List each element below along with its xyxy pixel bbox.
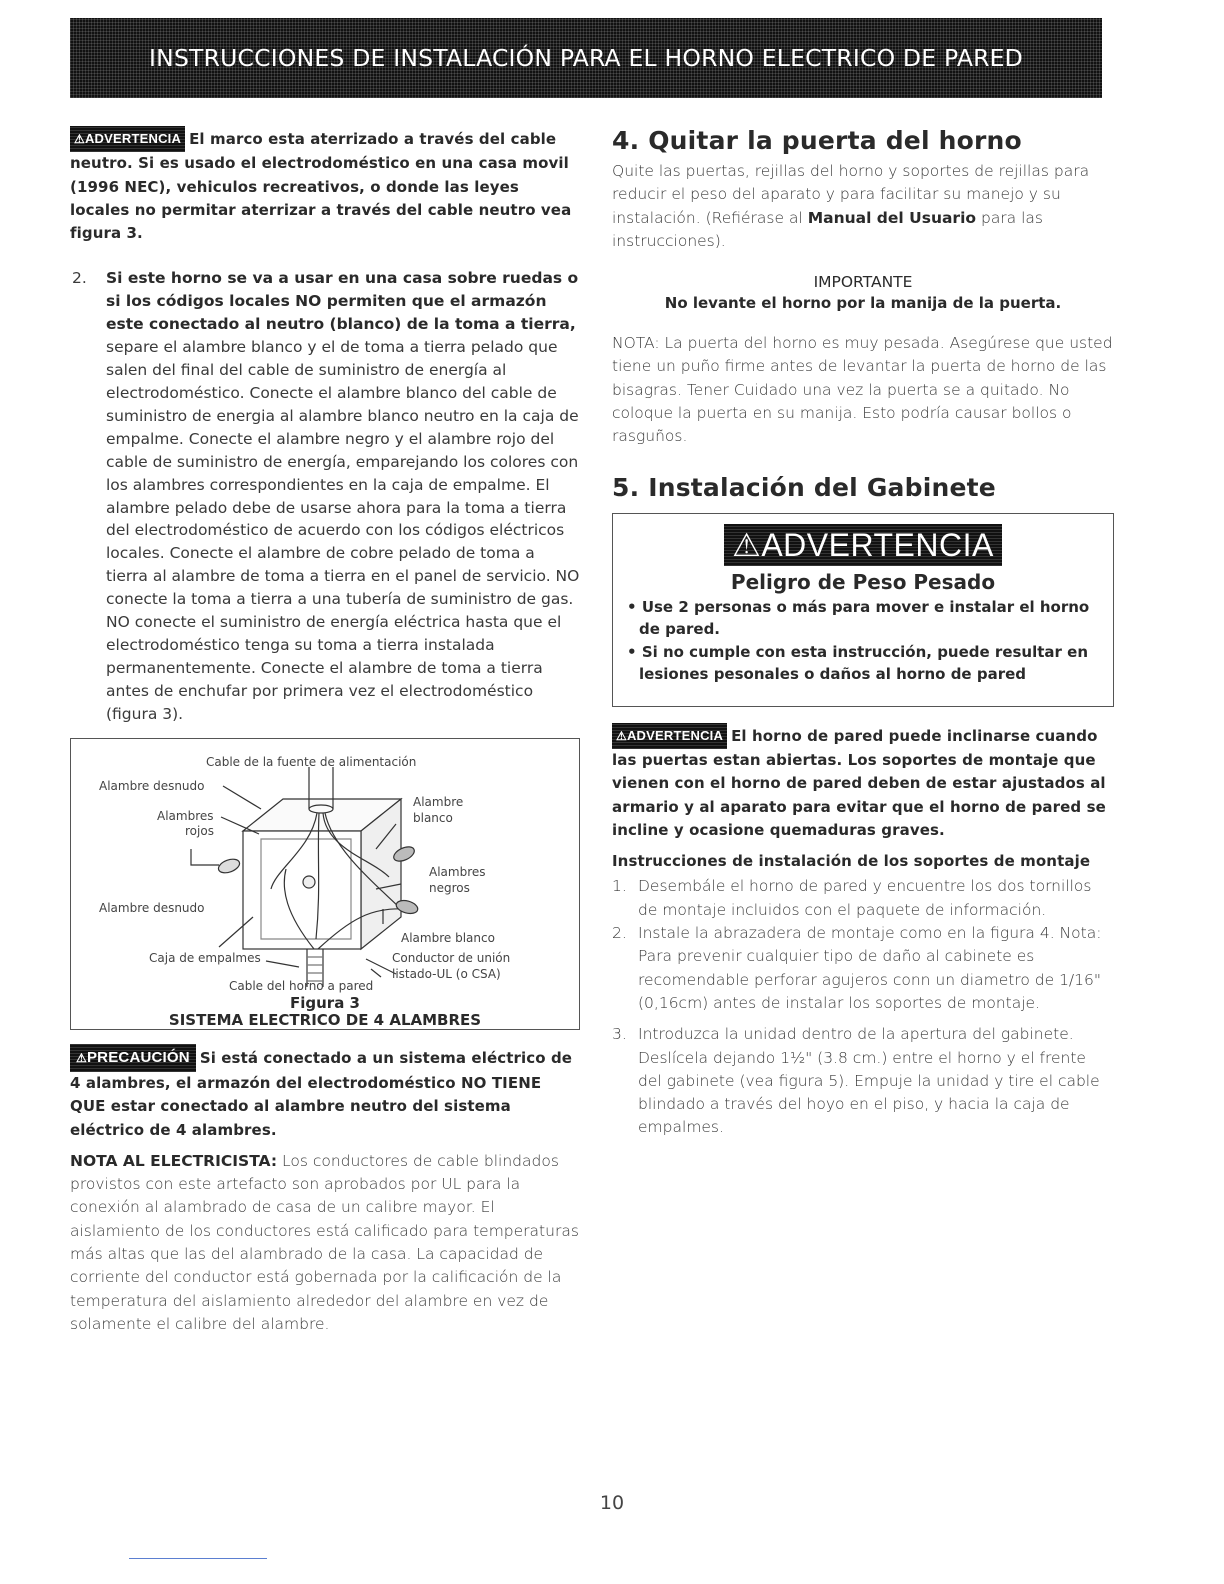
importante-subtitle: No levante el horno por la manija de la puerta. xyxy=(664,294,1062,313)
page-number: 10 xyxy=(599,1492,625,1514)
label-blanco-2: blanco xyxy=(413,810,453,825)
importante-title: IMPORTANTE xyxy=(813,273,913,292)
nota-electricista-text: Los conductores de cable blindados provistos con este artefacto son aprobados por UL para la conexión al alambrado de casa de un calibre mayor. El aislamiento de los conductores está calificado para temperaturas más altas que las del alambrado de la casa. La capacidad de corriente del conductor está gobernada por la calificación de la temperatura del aislamiento alrededor del alambre en vez de solamente el calibre del alambre. xyxy=(70,1151,579,1333)
tip-warning-text: El horno de pared puede inclinarse cuando las puertas estan abiertas. Los soportes de montaje que vienen con el horno de pared deben de estar ajustados al armario y al aparato para evitar que el horno de pared se incline y ocasione quemaduras graves. xyxy=(612,726,1106,839)
warnbox-list xyxy=(613,594,1113,686)
warnbox-heading: Peligro de Peso Pesado xyxy=(730,569,996,594)
step-2-bold: Si este horno se va a usar en una casa sobre ruedas o si los códigos locales NO permiten que el armazón este conectado al neutro (blanco) de la toma a tierra, xyxy=(106,269,579,334)
section-5-title: 5. Instalación del Gabinete xyxy=(612,472,996,502)
tip-warning-tag: ⚠ADVERTENCIA xyxy=(612,723,727,749)
list-item: 3. Introduzca la unidad dentro de la apertura del gabinete. Deslícela dejando 1½" (3.8 cm.) entre el horno y el frente del gabinete (vea figura 5). Empuje la unidad y tire el cable blindado a través del hoyo en el piso, y hacia la caja de empalmes. xyxy=(612,1025,1100,1137)
label-rojos-2: rojos xyxy=(185,823,214,838)
label-rojos-1: Alambres xyxy=(157,808,214,823)
label-blanco-bottom: Alambre blanco xyxy=(401,930,495,945)
footer-divider xyxy=(129,1558,267,1559)
section-4-text: Quite las puertas, rejillas del horno y soportes de rejillas para reducir el peso del aparato y para facilitar su manejo y su instalación. (Refiérase al Manual del Usuario para las instrucciones). xyxy=(612,162,1090,250)
caution-paragraph xyxy=(70,1044,580,1142)
step-2 xyxy=(70,267,580,725)
label-conductor-2: listado-UL (o CSA) xyxy=(392,966,501,981)
label-caja: Caja de empalmes xyxy=(149,950,261,965)
label-conductor-1: Conductor de unión xyxy=(392,950,511,965)
right-column xyxy=(612,126,1114,1140)
label-blanco-1: Alambre xyxy=(413,794,464,809)
section-4-title: 4. Quitar la puerta del horno xyxy=(612,126,1022,155)
warnbox-tag: ⚠ADVERTENCIA xyxy=(724,524,1002,566)
tip-warning-triangle-icon: ⚠ xyxy=(616,728,627,743)
list-item: 1. Desembále el horno de pared y encuentre los dos tornillos de montaje incluidos con el paquete de información. xyxy=(612,877,1092,919)
warning-tag: ⚠ADVERTENCIA xyxy=(70,126,185,152)
caution-tag: ⚠PRECAUCIÓN xyxy=(70,1044,196,1072)
list-item: 2. Instale la abrazadera de montaje como en la figura 4. Nota: Para prevenir cualquier tipo de daño al cabinete es recomendable perforar agujeros conn un diametro de 1/16" (0,16cm) antes de instalar los soportes de montaje. xyxy=(612,924,1102,1012)
manual-usuario: Manual del Usuario xyxy=(807,208,977,227)
nota-electricista-label: NOTA AL ELECTRICISTA: xyxy=(70,1151,278,1170)
label-cable-fuente: Cable de la fuente de alimentación xyxy=(206,754,417,769)
tip-warning-paragraph xyxy=(612,723,1114,842)
instr-heading: Instrucciones de instalación de los soportes de montaje xyxy=(612,852,1091,871)
figure-caption-subtitle: SISTEMA ELECTRICO DE 4 ALAMBRES xyxy=(168,1010,482,1029)
nota-puerta: NOTA: La puerta del horno es muy pesada. Asegúrese que usted tiene un puño firme antes de levantar la puerta de horno de las bisagras. Tener Cuidado una vez la puerta se a quitado. No coloque la puerta en su manija. Esto podría causar bollos o rasguños. xyxy=(612,334,1113,446)
warning-paragraph xyxy=(70,126,580,245)
mounting-steps xyxy=(612,875,1114,1139)
label-negros-2: negros xyxy=(429,880,470,895)
caution-triangle-icon: ⚠ xyxy=(76,1050,87,1065)
label-negros-1: Alambres xyxy=(429,864,486,879)
page-header-title: INSTRUCCIONES DE INSTALACIÓN PARA EL HORNO ELECTRICO DE PARED xyxy=(149,44,1023,72)
warnbox-bullet: • Use 2 personas o más para mover e instalar el horno de pared. xyxy=(627,597,1090,639)
label-desnudo-bottom: Alambre desnudo xyxy=(99,900,205,915)
figure-3 xyxy=(70,738,580,1030)
warnbox-triangle-icon: ⚠ xyxy=(732,526,762,563)
nota-electricista xyxy=(70,1150,580,1336)
page-header-banner xyxy=(70,18,1102,98)
warning-triangle-icon: ⚠ xyxy=(74,132,85,146)
left-column xyxy=(70,126,580,1336)
warning-text: El marco esta aterrizado a través del cable neutro. Si es usado el electrodoméstico en una casa movil (1996 NEC), vehiculos recreativos, o donde las leyes locales no permitar aterrizar a través del cable neutro vea figura 3. xyxy=(70,130,572,243)
step-2-text: separe el alambre blanco y el de toma a tierra pelado que salen del final del cable de suministro de energía al electrodoméstico. Conecte el alambre blanco del cable de suministro de energia al alambre blanco neutro en la caja de empalme. Conecte el alambre negro y el alambre rojo del cable de suministro de energía, emparejando los colores con los alambres correspondientes en la caja de empalme. El alambre pelado debe de usarse ahora para la toma a tierra del electrodoméstico de acuerdo con los códigos eléctricos locales. Conecte el alambre de cobre pelado de toma a tierra al alambre de toma a tierra en el panel de servicio. NO conecte la toma a tierra a una tubería de suministro de gas. NO conecte el suministro de energía eléctrica hasta que el electrodoméstico tenga su toma a tierra instalada permanentemente. Conecte el alambre de toma a tierra antes de enchufar por primera vez el electrodoméstico (figura 3). xyxy=(106,338,580,723)
heavy-weight-warning-box xyxy=(612,513,1114,707)
label-desnudo-top: Alambre desnudo xyxy=(99,778,205,793)
label-cable-horno: Cable del horno a pared xyxy=(229,978,374,993)
warnbox-bullet: • Si no cumple con esta instrucción, puede resultar en lesiones pesonales o daños al horno de pared xyxy=(627,642,1089,684)
caution-text: Si está conectado a un sistema eléctrico de 4 alambres, el armazón del electrodoméstico NO TIENE QUE estar conectado al alambre neutro del sistema eléctrico de 4 alambres. xyxy=(70,1048,573,1139)
step-number: 2. xyxy=(72,269,87,288)
figure-caption-title: Figura 3 xyxy=(290,993,360,1012)
